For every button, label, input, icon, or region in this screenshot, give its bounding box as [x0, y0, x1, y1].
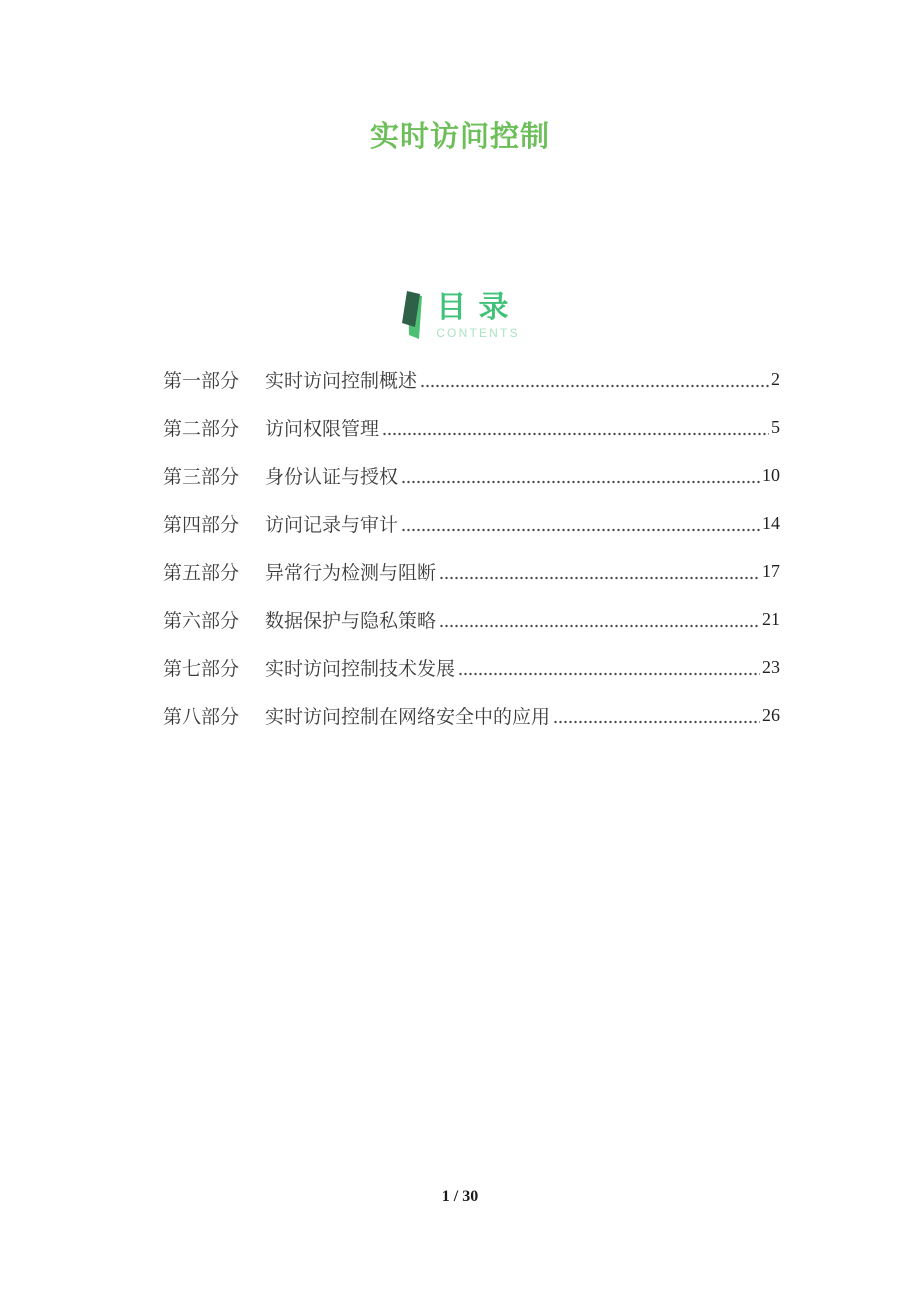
toc-page-number: 21 — [762, 608, 780, 629]
toc-page-number: 2 — [771, 368, 780, 389]
toc-entry-title: 访问权限管理 — [265, 418, 380, 440]
toc-entry[interactable] — [163, 691, 780, 739]
toc-page-number: 26 — [762, 704, 780, 725]
toc-header — [0, 291, 920, 341]
toc-entry[interactable] — [163, 499, 780, 547]
toc-part-label: 第五部分 — [163, 562, 240, 584]
toc-heading: 目 录 — [436, 291, 511, 324]
toc-dot-leader — [420, 355, 769, 403]
toc-entry[interactable] — [163, 595, 780, 643]
brush-slash-icon — [400, 291, 426, 341]
page-number-indicator: 1 / 30 — [441, 1188, 479, 1205]
toc-entry[interactable] — [163, 403, 780, 451]
toc-part-label: 第一部分 — [163, 370, 240, 392]
toc-part-label: 第六部分 — [163, 610, 240, 632]
toc-page-number: 23 — [762, 656, 780, 677]
toc-entry[interactable] — [163, 547, 780, 595]
toc-entry[interactable] — [163, 355, 780, 403]
toc-part-label: 第三部分 — [163, 466, 240, 488]
toc-heading-block — [436, 293, 520, 340]
toc-entry-title: 访问记录与审计 — [265, 514, 399, 536]
toc-part-label: 第七部分 — [163, 658, 240, 680]
page-footer — [0, 1188, 920, 1206]
toc-dot-leader — [439, 595, 760, 643]
toc-page-number: 5 — [771, 416, 780, 437]
toc-subheading: CONTENTS — [436, 326, 520, 340]
toc-entry-title: 实时访问控制在网络安全中的应用 — [265, 706, 551, 728]
toc-part-label: 第二部分 — [163, 418, 240, 440]
toc-page-number: 17 — [762, 560, 780, 581]
toc-entry-title: 身份认证与授权 — [265, 466, 399, 488]
toc-dot-leader — [401, 451, 760, 499]
toc-entry-title: 实时访问控制概述 — [265, 370, 418, 392]
document-title: 实时访问控制 — [369, 121, 550, 153]
toc-page-number: 10 — [762, 464, 780, 485]
toc-entry[interactable] — [163, 643, 780, 691]
toc-dot-leader — [401, 499, 760, 547]
toc-dot-leader — [458, 643, 760, 691]
toc-dot-leader — [553, 691, 760, 739]
toc-entry[interactable] — [163, 451, 780, 499]
toc-dot-leader — [439, 547, 760, 595]
toc-dot-leader — [382, 403, 769, 451]
toc-part-label: 第四部分 — [163, 514, 240, 536]
toc-entry-title: 实时访问控制技术发展 — [265, 658, 456, 680]
toc-page-number: 14 — [762, 512, 780, 533]
toc-entry-title: 数据保护与隐私策略 — [265, 610, 437, 632]
toc-entry-title: 异常行为检测与阻断 — [265, 562, 437, 584]
toc-list — [163, 355, 780, 739]
toc-part-label: 第八部分 — [163, 706, 240, 728]
